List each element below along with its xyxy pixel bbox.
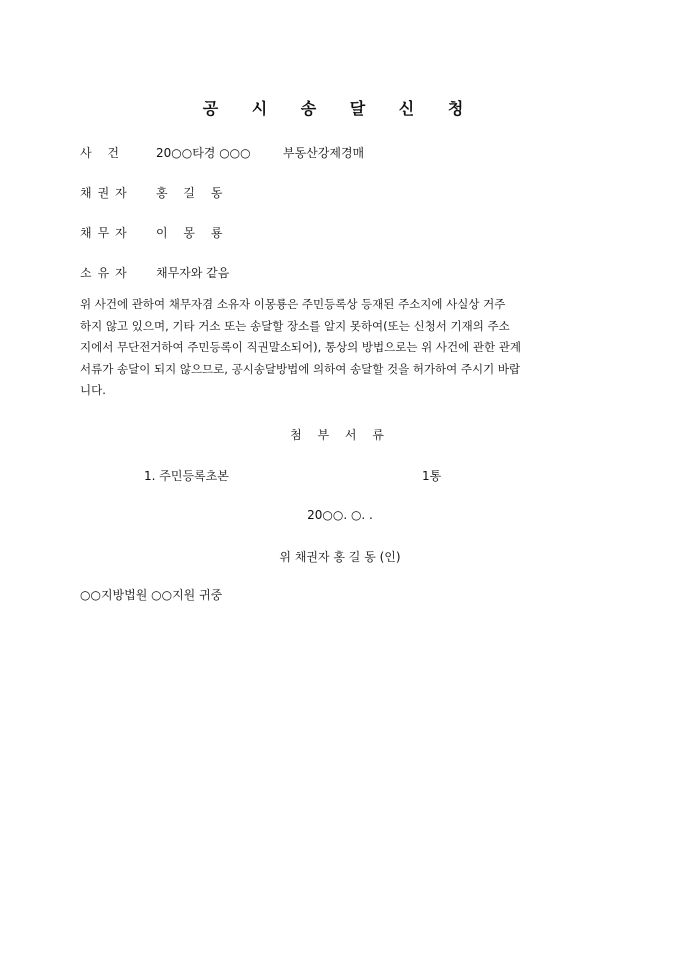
application-date: 20○○. ○. . <box>307 508 373 522</box>
case-type: 부동산강제경매 <box>283 146 365 160</box>
case-label: 사 건 <box>80 146 125 160</box>
debtor-name: 이 몽 룡 <box>156 226 229 240</box>
attachments-heading: 첨 부 서 류 <box>290 428 390 442</box>
owner-value: 채무자와 같음 <box>156 266 230 280</box>
body-line: 지에서 무단전거하여 주민등록이 직권말소되어), 통상의 방법으로는 위 사건에 관한 관계 <box>80 340 521 354</box>
attachment-item-name: 1. 주민등록초본 <box>144 469 229 483</box>
owner-label: 소유자 <box>80 266 133 280</box>
body-line: 서류가 송달이 되지 않으므로, 공시송달방법에 의하여 송달할 것을 허가하여 주시기 바랍 <box>80 361 521 376</box>
body-line: 니다. <box>80 383 106 397</box>
court-addressee: ○○지방법원 ○○지원 귀중 <box>80 588 223 602</box>
attachment-item-count: 1통 <box>422 469 442 483</box>
debtor-label: 채무자 <box>80 226 133 240</box>
creditor-name: 홍 길 동 <box>156 186 229 200</box>
body-line: 하지 않고 있으며, 기타 거소 또는 송달할 장소를 알지 못하여(또는 신청서 기재의 주소 <box>80 318 510 333</box>
application-body <box>80 294 600 402</box>
applicant-signature: 위 채권자 홍 길 동 (인) <box>279 550 401 564</box>
creditor-label: 채권자 <box>80 186 133 200</box>
body-line: 위 사건에 관하여 채무자겸 소유자 이몽룡은 주민등록상 등재된 주소지에 사실상 거주 <box>80 297 506 311</box>
document-title: 공 시 송 달 신 청 <box>202 99 478 118</box>
case-number: 20○○타경 ○○○ <box>156 146 251 160</box>
